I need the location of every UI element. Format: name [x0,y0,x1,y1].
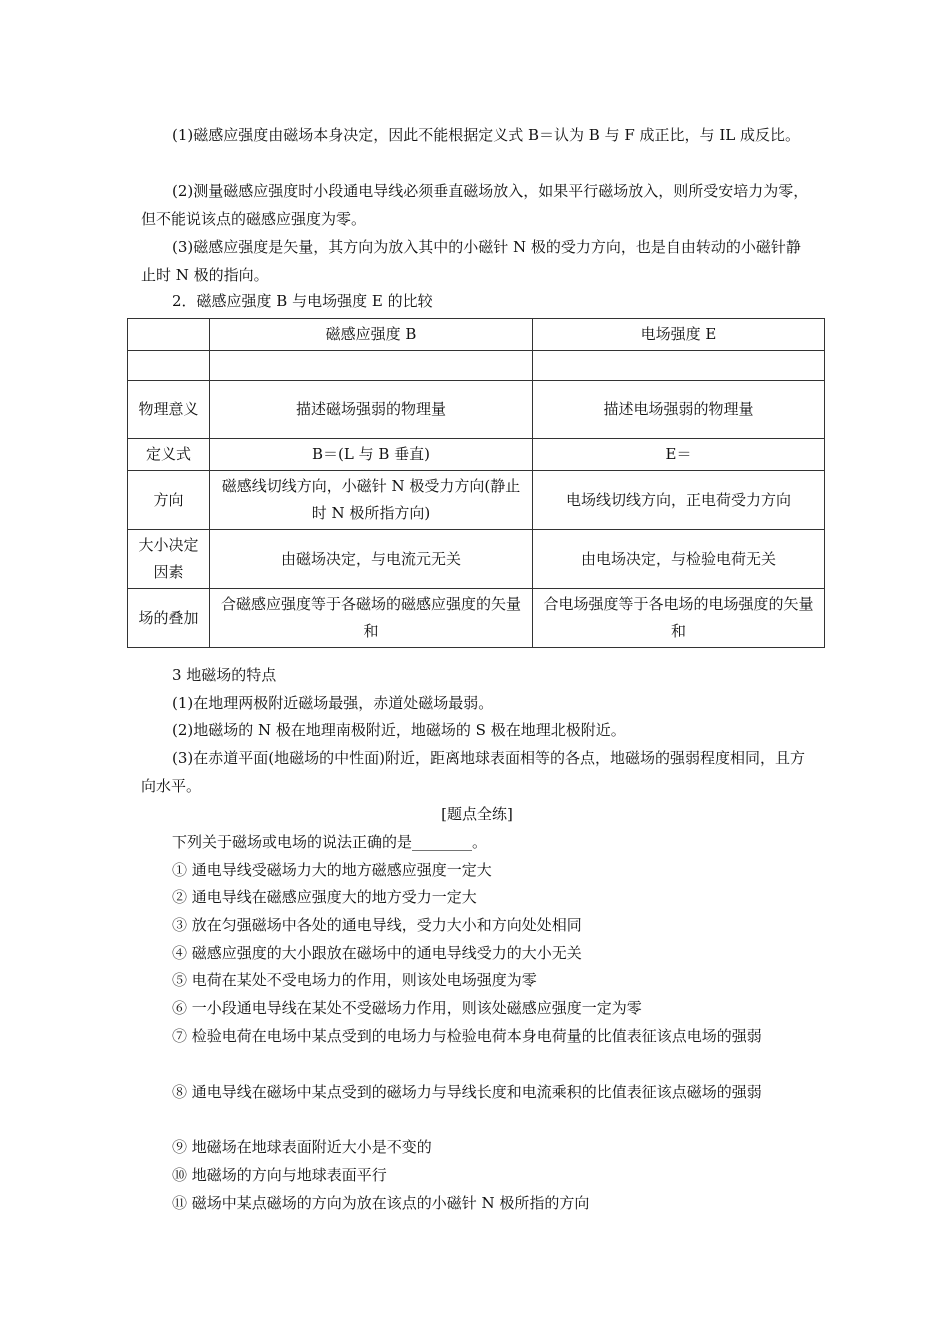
table-cell: 合电场强度等于各电场的电场强度的矢量和 [533,589,825,648]
section-3-item: (1)在地理两极附近磁场最强，赤道处磁场最弱。 [172,694,494,712]
table-row [128,589,825,648]
table-row [128,351,825,381]
table-header-cell: 电场强度 E [533,319,825,351]
table-row [128,471,825,530]
table-cell: 描述电场强弱的物理量 [533,381,825,439]
table-cell: 电场线切线方向，正电荷受力方向 [533,471,825,530]
option-item: ⑤ 电荷在某处不受电场力的作用，则该处电场强度为零 [172,971,537,989]
table-cell: 合磁感应强度等于各磁场的磁感应强度的矢量和 [210,589,533,648]
option-item: ② 通电导线在磁感应强度大的地方受力一定大 [172,888,477,906]
table-header-cell [128,319,210,351]
table-cell: 大小决定因素 [128,530,210,589]
table-cell: 由磁场决定，与电流元无关 [210,530,533,589]
note-1: (1)磁感应强度由磁场本身决定，因此不能根据定义式 B＝认为 B 与 F 成正比，与 IL 成反比。 [172,126,800,144]
table-cell: 描述磁场强弱的物理量 [210,381,533,439]
option-item: ⑨ 地磁场在地球表面附近大小是不变的 [172,1138,432,1156]
table-cell: 方向 [128,471,210,530]
note-2: (2)测量磁感应强度时小段通电导线必须垂直磁场放入，如果平行磁场放入，则所受安培力为零，但不能说该点的磁感应强度为零。 [141,182,809,228]
table-cell: 物理意义 [128,381,210,439]
option-item: ⑩ 地磁场的方向与地球表面平行 [172,1166,387,1184]
option-item: ③ 放在匀强磁场中各处的通电导线，受力大小和方向处处相同 [172,916,582,934]
table-row [128,530,825,589]
table-row [128,439,825,471]
table-cell: B＝(L 与 B 垂直) [210,439,533,471]
option-item: ⑦ 检验电荷在电场中某点受到的电场力与检验电荷本身电荷量的比值表征该点电场的强弱 [172,1027,762,1045]
comparison-table [127,318,825,648]
note-3: (3)磁感应强度是矢量，其方向为放入其中的小磁针 N 极的受力方向，也是自由转动的小磁针静止时 N 极的指向。 [141,238,801,284]
section-3-item: (2)地磁场的 N 极在地理南极附近，地磁场的 S 极在地理北极附近。 [172,721,626,739]
option-item: ④ 磁感应强度的大小跟放在磁场中的通电导线受力的大小无关 [172,944,582,962]
table-cell: 磁感线切线方向，小磁针 N 极受力方向(静止时 N 极所指方向) [210,471,533,530]
table-cell: 定义式 [128,439,210,471]
option-item: ① 通电导线受磁场力大的地方磁感应强度一定大 [172,861,492,879]
option-item: ⑥ 一小段通电导线在某处不受磁场力作用，则该处磁感应强度一定为零 [172,999,642,1017]
table-cell [128,351,210,381]
table-header-row [128,319,825,351]
table-cell [210,351,533,381]
table-header-cell: 磁感应强度 B [210,319,533,351]
table-cell: 场的叠加 [128,589,210,648]
practice-question: 下列关于磁场或电场的说法正确的是________。 [172,833,488,851]
practice-heading: [题点全练] [441,805,513,823]
table-cell: 由电场决定，与检验电荷无关 [533,530,825,589]
option-item: ⑧ 通电导线在磁场中某点受到的磁场力与导线长度和电流乘积的比值表征该点磁场的强弱 [172,1083,762,1101]
table-row [128,381,825,439]
section-3-title: 3 地磁场的特点 [172,666,277,684]
table-cell: E＝ [533,439,825,471]
section-3-item: (3)在赤道平面(地磁场的中性面)附近，距离地球表面相等的各点，地磁场的强弱程度相同，且方向水平。 [141,749,805,795]
table-cell [533,351,825,381]
section-2-title: 2．磁感应强度 B 与电场强度 E 的比较 [172,292,433,310]
option-item: ⑪ 磁场中某点磁场的方向为放在该点的小磁针 N 极所指的方向 [172,1194,590,1212]
